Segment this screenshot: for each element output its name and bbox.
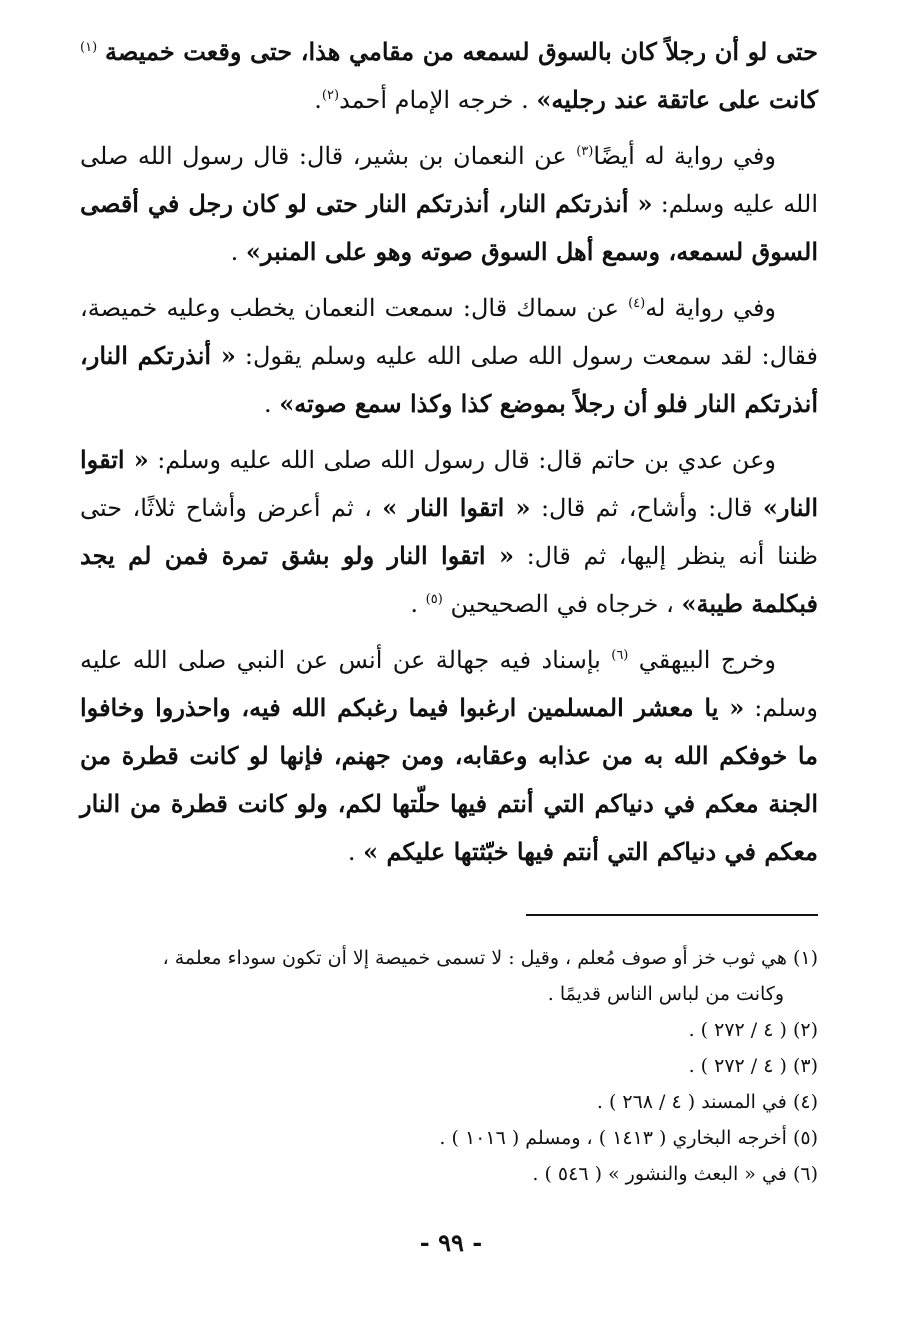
footnote-4 (80, 1084, 818, 1120)
hadith-text: كانت على عاتقة عند رجليه» (536, 85, 818, 114)
footnote-ref-6: (٦) (611, 648, 629, 663)
main-text (80, 28, 818, 876)
footnote-number: (٣) (792, 1055, 818, 1077)
footnote-ref-2: (٢) (321, 88, 340, 103)
paragraph-1 (80, 28, 818, 124)
footnote-text: في المسند ( ٤ / ٢٦٨ ) . (596, 1091, 787, 1113)
footnote-text: هي ثوب خز أو صوف مُعلم ، وقيل : لا تسمى خميصة إلا أن تكون سوداء معلمة ، (162, 947, 787, 969)
footnote-text: ( ٤ / ٢٧٢ ) . (688, 1055, 787, 1077)
footnote-text: في « البعث والنشور » ( ٥٤٦ ) . (532, 1163, 787, 1185)
page-number: - ٩٩ - (419, 1228, 483, 1257)
hadith-text: « اتقوا النار ولو بشق تمرة فمن لم يجد فبكلمة طيبة» (80, 541, 818, 618)
punctuation: . (347, 838, 356, 866)
footnote-number: (٢) (792, 1019, 818, 1041)
footnote-text: ( ٤ / ٢٧٢ ) . (688, 1019, 787, 1041)
paragraph-5 (80, 636, 818, 876)
footnote-5 (80, 1120, 818, 1156)
paragraph-text: ، ثم أعرض وأشاح ثلاثًا، حتى ظننا أنه ينظر إليها، ثم قال: (80, 494, 818, 570)
hadith-text: « اتقوا النار » (382, 493, 531, 522)
hadith-text: « أنذرتكم النار، أنذرتكم النار فلو أن رجلاً بموضع كذا وكذا سمع صوته» (80, 341, 818, 418)
footnote-divider (526, 914, 818, 916)
paragraph-4 (80, 436, 818, 628)
footnote-ref-1: (١) (80, 40, 98, 55)
punctuation: . (314, 86, 322, 114)
footnote-ref-3: (٣) (576, 144, 594, 159)
paragraph-text: وفي رواية له أيضًا (593, 142, 776, 170)
paragraph-text: وفي رواية له (645, 294, 777, 322)
footnote-6 (80, 1156, 818, 1192)
footnote-number: (٥) (792, 1127, 818, 1149)
paragraph-text: . خرجه الإمام أحمد (339, 86, 529, 114)
paragraph-text: عن سماك قال: سمعت النعمان يخطب وعليه خميصة، فقال: لقد سمعت رسول الله صلى الله عليه وسلم يقول: (80, 294, 818, 370)
footnote-text: أخرجه البخاري ( ١٤١٣ ) ، ومسلم ( ١٠١٦ ) . (439, 1127, 787, 1149)
footnote-3 (80, 1048, 818, 1084)
footnote-number: (٤) (792, 1091, 818, 1113)
footnotes (80, 940, 818, 1192)
footnote-2 (80, 1012, 818, 1048)
paragraph-text: وعن عدي بن حاتم قال: قال رسول الله صلى الله عليه وسلم: (157, 446, 776, 474)
paragraph-text: ، خرجاه في الصحيحين (450, 590, 674, 618)
paragraph-text: قال: وأشاح، ثم قال: (540, 494, 753, 522)
paragraph-3 (80, 284, 818, 428)
footnote-1 (80, 940, 818, 1012)
footnote-number: (٦) (792, 1163, 818, 1185)
paragraph-text: عن النعمان بن بشير، قال: قال رسول الله صلى الله عليه وسلم: (80, 142, 818, 218)
paragraph-text: بإسناد فيه جهالة عن أنس عن النبي صلى الله عليه وسلم: (80, 646, 818, 722)
punctuation: . (230, 238, 239, 266)
paragraph-2 (80, 132, 818, 276)
hadith-text: « اتقوا النار» (80, 445, 819, 522)
punctuation: . (410, 590, 419, 618)
hadith-text: حتى لو أن رجلاً كان بالسوق لسمعه من مقامي هذا، حتى وقعت خميصة (105, 37, 818, 66)
hadith-text: « يا معشر المسلمين ارغبوا فيما رغبكم الله فيه، واحذروا وخافوا ما خوفكم الله به من عذابه وعقابه، ومن جهنم، فإنها لو كانت قطرة من الجنة معكم في دنياكم التي أنتم فيها حلّتها لكم، ولو كانت قطرة من النار معكم في دنياكم التي أنتم فيها خبّثتها عليكم » (80, 693, 819, 866)
footnote-number: (١) (792, 947, 818, 969)
paragraph-text: وخرج البيهقي (638, 646, 776, 674)
hadith-text: « أنذرتكم النار، أنذرتكم النار حتى لو كان رجل في أقصى السوق لسمعه، وسمع أهل السوق صوته وهو على المنبر» (80, 189, 818, 266)
footnote-text-continued: وكانت من لباس الناس قديمًا . (547, 983, 784, 1005)
punctuation: . (263, 390, 272, 418)
footnote-ref-5: (٥) (425, 592, 443, 607)
footnote-ref-4: (٤) (628, 296, 646, 311)
